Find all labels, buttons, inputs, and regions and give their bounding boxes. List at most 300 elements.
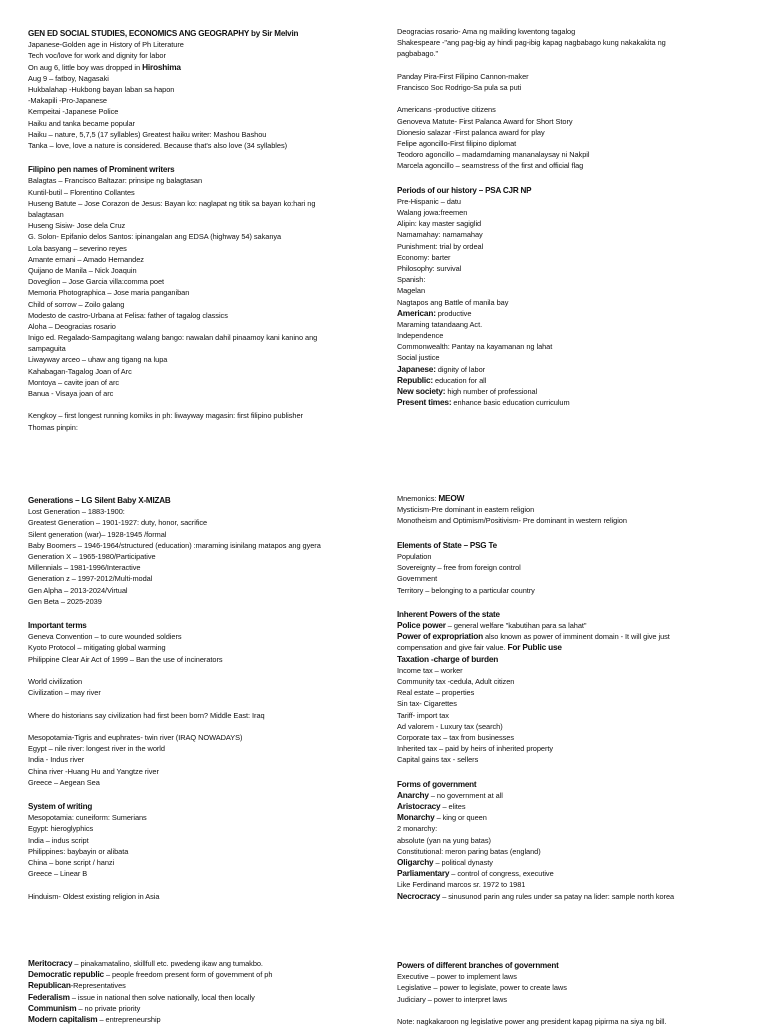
- text-line: [28, 1003, 378, 1014]
- text-line: [397, 504, 747, 515]
- text-line: [28, 969, 378, 980]
- bold-term: Police power: [397, 620, 446, 631]
- text-line: [28, 175, 378, 186]
- line-text: Like Ferdinand marcos sr. 1972 to 1981: [397, 880, 526, 890]
- text-line: [397, 297, 747, 308]
- line-text: also known as power of imminent domain - It will give just: [482, 632, 670, 642]
- text-line: [28, 676, 378, 687]
- line-text: Philippines: baybayin or alibata: [28, 846, 129, 856]
- line-text: 2 monarchy:: [397, 824, 438, 834]
- line-text: Kuntil-butil – Florentino Collantes: [28, 187, 135, 197]
- bold-term: MEOW: [438, 493, 465, 503]
- text-line: [397, 835, 747, 846]
- line-text: – sinusunod parin ang rules under sa patay na lider: sample north korea: [440, 891, 675, 901]
- line-text: Banua - Visaya joan of arc: [28, 389, 114, 398]
- text-line: [28, 823, 378, 834]
- line-text: balagtasan: [28, 210, 64, 219]
- line-text: -Makapili -Pro-Japanese: [28, 96, 107, 106]
- spacer: [28, 399, 378, 410]
- line-text: Commonwealth: Pantay na kayamanan ng lahat: [397, 342, 553, 352]
- text-line: [28, 106, 378, 117]
- section-heading: Important terms: [28, 621, 87, 631]
- text-line: [397, 732, 747, 743]
- text-line: [397, 573, 747, 584]
- bold-term: Modern capitalism: [28, 1013, 98, 1024]
- right-column: [397, 493, 747, 902]
- line-text: – elites: [440, 802, 466, 812]
- line-text: Walang jowa:freemen: [397, 208, 468, 217]
- spacer: [28, 665, 378, 676]
- line-text: Thomas pinpin:: [28, 422, 78, 432]
- section-heading: Periods of our history – PSA CJR NP: [397, 185, 532, 195]
- line-text: pagbabago.": [397, 49, 439, 59]
- line-text: Independence: [397, 331, 444, 341]
- line-text: Nagtapos ang Battle of manila bay: [397, 297, 509, 307]
- text-line: [28, 812, 378, 823]
- text-line: [397, 493, 747, 504]
- bold-term: Monarchy: [397, 812, 435, 823]
- spacer: [28, 788, 378, 799]
- text-line: [28, 254, 378, 265]
- line-text: dignity of labor: [435, 364, 486, 374]
- text-line: [28, 766, 378, 777]
- line-text: Dionesio salazar -First palanca award for play: [397, 127, 545, 137]
- text-line: [397, 631, 747, 642]
- text-line: [28, 540, 378, 551]
- line-text: Doveglion – Jose Garcia villa:comma poet: [28, 277, 165, 287]
- text-line: [397, 687, 747, 698]
- text-line: [28, 631, 378, 642]
- bold-term: Anarchy: [397, 789, 429, 800]
- line-text: Deogracias rosario- Ama ng maikling kwentong tagalog: [397, 27, 576, 36]
- spacer: [28, 151, 378, 162]
- line-text: On aug 6, little boy was dropped in: [28, 62, 143, 72]
- text-line: [28, 209, 378, 220]
- text-line: [397, 710, 747, 721]
- line-text: Generation X – 1965-1980/Participative: [28, 551, 156, 561]
- text-line: [397, 743, 747, 754]
- text-line: [28, 710, 378, 721]
- line-text: Egypt – nile river: longest river in the world: [28, 744, 165, 754]
- line-text: Magelan: [397, 286, 426, 296]
- line-text: Amante ernani – Amado Hernandez: [28, 254, 144, 264]
- line-text: Francisco Soc Rodrigo-Sa pula sa puti: [397, 82, 522, 92]
- line-text: Egypt: hieroglyphics: [28, 824, 94, 834]
- spacer: [397, 60, 747, 71]
- line-text: Panday Pira-First Filipino Cannon-maker: [397, 71, 529, 81]
- text-line: [28, 562, 378, 573]
- text-line: [397, 515, 747, 526]
- bold-term: Necrocracy: [397, 890, 441, 901]
- text-line: [397, 352, 747, 363]
- text-line: [397, 846, 747, 857]
- bold-term: Taxation -charge of burden: [397, 653, 499, 664]
- line-text: – no government at all: [428, 790, 503, 800]
- line-text: Mesopotamia-Tigris and euphrates- twin river (IRAQ NOWADAYS): [28, 732, 243, 742]
- line-text: absolute (yan na yung batas): [397, 835, 491, 845]
- text-line: [397, 665, 747, 676]
- line-text: Philosophy: survival: [397, 263, 462, 273]
- line-text: Tanka – love, love a nature is considered. Because that's also love (34 syllables): [28, 140, 288, 150]
- left-column: [28, 493, 378, 902]
- line-text: China – bone script / hanzi: [28, 858, 115, 867]
- text-line: [397, 319, 747, 330]
- line-text: Memoria Photographica – Jose maria panganiban: [28, 288, 190, 298]
- spacer: [397, 171, 747, 182]
- line-text: World civilization: [28, 677, 82, 686]
- line-text: Teodoro agoncillo – madamdaming mananalaysay ni Nakpil: [397, 150, 590, 160]
- text-line: [28, 299, 378, 310]
- text-line: [397, 812, 747, 823]
- text-line: [397, 207, 747, 218]
- bold-term: Power of expropriation: [397, 631, 483, 642]
- text-line: [28, 868, 378, 879]
- spacer: [28, 721, 378, 732]
- text-line: [28, 187, 378, 198]
- line-text: Baby Boomers – 1946-1964/structured (education) :maraming isinilang matapos ang gyera: [28, 540, 321, 550]
- line-text: Where do historians say civilization had first been born? Middle East: Iraq: [28, 710, 265, 720]
- text-line: [397, 879, 747, 890]
- text-line: [397, 375, 747, 386]
- line-text: Economy: barter: [397, 252, 451, 262]
- line-text: Sovereignty – free from foreign control: [397, 563, 521, 573]
- text-line: [397, 1016, 747, 1027]
- text-line: [397, 252, 747, 263]
- line-text: Inigo ed. Regalado-Sampagitang walang bango: nawalan dahil pinaamoy kani kanino ang: [28, 333, 318, 343]
- text-line: [397, 364, 747, 375]
- spacer: [397, 596, 747, 607]
- line-text: Sin tax- Cigarettes: [397, 699, 457, 709]
- text-line: [28, 343, 378, 354]
- left-column: [28, 26, 378, 433]
- line-text: – no private priority: [76, 1003, 141, 1013]
- line-text: compensation and give fair value.: [397, 643, 508, 653]
- section-heading: Elements of State – PSG Te: [397, 540, 497, 550]
- text-line: [28, 287, 378, 298]
- text-line: [28, 958, 378, 969]
- text-line: [28, 980, 378, 991]
- line-text: Gen Alpha – 2013-2024/Virtual: [28, 585, 128, 595]
- text-line: [28, 585, 378, 596]
- bold-term: New society:: [397, 386, 446, 396]
- text-line: [28, 377, 378, 388]
- line-text: Kyoto Protocol – mitigating global warming: [28, 643, 166, 653]
- line-text: enhance basic education curriculum: [451, 398, 570, 408]
- line-text: sampaguita: [28, 344, 66, 354]
- bold-term: Republican: [28, 980, 71, 991]
- line-text: Lost Generation – 1883-1900:: [28, 507, 125, 517]
- line-text: Mesopotamia: cuneiform: Sumerians: [28, 813, 147, 823]
- line-text: Balagtas – Francisco Baltazar: prinsipe ng balagtasan: [28, 176, 203, 186]
- text-line: [28, 118, 378, 129]
- spacer: [397, 1005, 747, 1016]
- text-line: [28, 846, 378, 857]
- text-line: [397, 551, 747, 562]
- text-line: [397, 116, 747, 127]
- line-text: Greatest Generation – 1901-1927: duty, honor, sacrifice: [28, 518, 208, 528]
- line-text: Capital gains tax - sellers: [397, 755, 479, 765]
- line-text: Aloha – Deogracias rosario: [28, 321, 116, 331]
- line-text: Kahabagan-Tagalog Joan of Arc: [28, 366, 132, 376]
- text-line: [28, 551, 378, 562]
- line-text: Geneva Convention – to cure wounded soldiers: [28, 632, 182, 642]
- line-text: Haiku and tanka became popular: [28, 118, 135, 128]
- line-text: China river -Huang Hu and Yangtze river: [28, 766, 159, 776]
- text-line: [28, 84, 378, 95]
- line-text: Liwayway arceo – uhaw ang tigang na lupa: [28, 355, 168, 365]
- line-text: -Representatives: [70, 981, 126, 991]
- line-text: high number of professional: [445, 387, 538, 396]
- bold-term: Communism: [28, 1002, 77, 1013]
- line-text: Note: nagkakaroon ng legislative power ang president kapag pipirma na siya ng bill.: [397, 1016, 667, 1026]
- text-line: [397, 698, 747, 709]
- text-line: [397, 642, 747, 653]
- bold-term: Hiroshima: [142, 61, 181, 72]
- line-text: Kempeitai -Japanese Police: [28, 107, 119, 117]
- text-line: [28, 573, 378, 584]
- right-column: [397, 26, 747, 408]
- line-text: Executive – power to implement laws: [397, 972, 517, 982]
- text-line: [28, 1014, 378, 1025]
- text-line: [397, 149, 747, 160]
- text-line: [28, 73, 378, 84]
- line-text: Genoveva Matute- First Palanca Award for Short Story: [397, 116, 573, 126]
- text-line: [397, 330, 747, 341]
- text-line: [397, 857, 747, 868]
- text-line: [397, 37, 747, 48]
- line-text: Quijano de Manila – Nick Joaquin: [28, 265, 137, 275]
- line-text: Judiciary – power to interpret laws: [397, 994, 507, 1004]
- text-line: [28, 596, 378, 607]
- text-line: [28, 62, 378, 73]
- line-text: Income tax – worker: [397, 665, 463, 675]
- text-line: [28, 276, 378, 287]
- text-line: [28, 231, 378, 242]
- text-line: [397, 801, 747, 812]
- text-line: [28, 39, 378, 50]
- text-line: [397, 341, 747, 352]
- text-line: [397, 160, 747, 171]
- line-text: Marcela agoncillo – seamstress of the first and official flag: [397, 161, 584, 171]
- text-line: [397, 138, 747, 149]
- text-line: [397, 676, 747, 687]
- text-line: [28, 388, 378, 399]
- line-text: G. Solon- Epifanio delos Santos: ipinangalan ang EDSA (highway 54) sakanya: [28, 232, 282, 242]
- text-line: [397, 26, 747, 37]
- line-text: Japanese-Golden age in History of Ph Literature: [28, 40, 184, 50]
- text-line: [397, 982, 747, 993]
- line-text: Child of sorrow – Zoilo galang: [28, 299, 125, 309]
- line-text: India – indus script: [28, 835, 89, 845]
- text-line: [397, 721, 747, 732]
- text-line: [28, 140, 378, 151]
- bold-term: Democratic republic: [28, 969, 104, 980]
- text-line: [28, 835, 378, 846]
- line-text: Ad valorem - Luxury tax (search): [397, 721, 503, 731]
- text-line: [397, 104, 747, 115]
- line-text: Population: [397, 551, 432, 561]
- text-line: [397, 71, 747, 82]
- spacer: [397, 93, 747, 104]
- line-text: Mysticism-Pre dominant in eastern religion: [397, 505, 535, 515]
- line-text: Kengkoy – first longest running komiks in ph: liwayway magasin: first filipino publisher: [28, 411, 303, 421]
- line-text: Spanish:: [397, 275, 426, 285]
- line-text: Greece – Aegean Sea: [28, 777, 100, 787]
- line-text: Montoya – cavite joan of arc: [28, 377, 120, 387]
- section-heading: Generations – LG Silent Baby X-MIZAB: [28, 496, 171, 505]
- line-text: Gen Beta – 2025-2039: [28, 596, 102, 606]
- text-line: [28, 506, 378, 517]
- line-text: Tech voc/love for work and dignity for labor: [28, 51, 166, 61]
- line-text: Lola basyang – severino reyes: [28, 243, 127, 253]
- text-line: [28, 243, 378, 254]
- line-text: Government: [397, 574, 438, 584]
- line-text: Community tax -cedula, Adult citizen: [397, 677, 515, 686]
- line-text: Aug 9 – fatboy, Nagasaki: [28, 73, 109, 83]
- text-line: [28, 529, 378, 540]
- section-heading: Inherent Powers of the state: [397, 609, 500, 619]
- line-text: Huseng Sisiw- Jose dela Cruz: [28, 221, 126, 231]
- line-text: Philippine Clear Air Act of 1999 – Ban the use of incinerators: [28, 654, 223, 664]
- line-text: Constitutional: meron paring batas (england): [397, 846, 541, 856]
- line-text: Silent generation (war)– 1928-1945 /formal: [28, 529, 167, 539]
- line-text: Mnemonics:: [397, 494, 439, 503]
- line-text: Corporate tax – tax from businesses: [397, 732, 514, 742]
- text-line: [28, 777, 378, 788]
- text-line: [397, 620, 747, 631]
- line-text: Maraming tatandaang Act.: [397, 319, 483, 329]
- bold-term: Japanese:: [397, 363, 436, 374]
- section-heading: Forms of government: [397, 779, 477, 789]
- text-line: [397, 218, 747, 229]
- text-line: [28, 857, 378, 868]
- spacer: [28, 607, 378, 618]
- line-text: Greece – Linear B: [28, 869, 88, 879]
- section-heading: Powers of different branches of government: [397, 961, 559, 970]
- text-line: [397, 196, 747, 207]
- text-line: [397, 82, 747, 93]
- text-line: [28, 422, 378, 433]
- line-text: – pinakamatalino, skillfull etc. pwedeng ikaw ang tumakbo.: [72, 959, 263, 968]
- line-text: Namamahay: namamahay: [397, 230, 483, 240]
- line-text: – king or queen: [434, 813, 487, 823]
- bold-term: Parliamentary: [397, 868, 450, 879]
- section-heading: GEN ED SOCIAL STUDIES, ECONOMICS ANG GEOGRAPHY by Sir Melvin: [28, 29, 299, 38]
- text-line: [397, 654, 747, 665]
- text-line: [28, 743, 378, 754]
- text-line: [28, 410, 378, 421]
- line-text: Civilization – may river: [28, 688, 101, 698]
- line-text: Hukbalahap -Hukbong bayan laban sa hapon: [28, 84, 175, 94]
- right-column: [397, 958, 747, 1027]
- line-text: – entrepreneurship: [97, 1014, 161, 1024]
- line-text: Millennials – 1981-1996/Interactive: [28, 563, 141, 573]
- line-text: – control of congress, executive: [449, 869, 554, 879]
- text-line: [397, 241, 747, 252]
- line-text: Pre-Hispanic – datu: [397, 196, 461, 206]
- line-text: Huseng Batute – Jose Corazon de Jesus: Bayan ko: naglapat ng titik sa bayan ko:hari ng: [28, 198, 316, 208]
- text-line: [397, 562, 747, 573]
- text-line: [28, 687, 378, 698]
- bold-term: Meritocracy: [28, 958, 73, 968]
- line-text: Territory – belonging to a particular country: [397, 585, 535, 595]
- text-line: [28, 891, 378, 902]
- line-text: Americans -productive citizens: [397, 105, 496, 115]
- text-line: [28, 198, 378, 209]
- spacer: [28, 879, 378, 890]
- text-line: [28, 50, 378, 61]
- line-text: Haiku – nature, 5,7,5 (17 syllables) Greatest haiku writer: Mashou Bashou: [28, 129, 267, 139]
- line-text: – political dynasty: [433, 858, 493, 867]
- line-text: – issue in national then solve nationally, local then locally: [69, 992, 255, 1002]
- spacer: [397, 766, 747, 777]
- line-text: Shakespeare -"ang pag-big ay hindi pag-ibig kapag nagbabago kung nakakakita ng: [397, 38, 666, 48]
- text-line: [397, 868, 747, 879]
- line-text: Modesto de castro-Urbana at Felisa: father of tagalog classics: [28, 310, 228, 320]
- text-line: [28, 265, 378, 276]
- line-text: Tariff- import tax: [397, 710, 449, 720]
- bold-term: Present times:: [397, 397, 452, 408]
- text-line: [28, 654, 378, 665]
- text-line: [397, 308, 747, 319]
- section-heading: System of writing: [28, 802, 93, 812]
- text-line: [28, 354, 378, 365]
- text-line: [28, 754, 378, 765]
- text-line: [28, 310, 378, 321]
- line-text: Generation z – 1997-2012/Multi-modal: [28, 574, 153, 584]
- bold-term: For Public use: [507, 642, 562, 653]
- line-text: Monotheism and Optimism/Positivism- Pre dominant in western religion: [397, 516, 627, 526]
- spacer: [397, 527, 747, 538]
- text-line: [397, 285, 747, 296]
- spacer: [28, 698, 378, 709]
- text-line: [397, 790, 747, 801]
- text-line: [397, 585, 747, 596]
- line-text: Legislative – power to legislate, power to create laws: [397, 983, 567, 993]
- line-text: Felipe agoncillo-First filipino diplomat: [397, 138, 517, 148]
- text-line: [28, 642, 378, 653]
- bold-term: American:: [397, 307, 436, 318]
- line-text: education for all: [433, 375, 487, 385]
- text-line: [28, 321, 378, 332]
- bold-term: Federalism: [28, 991, 70, 1002]
- text-line: [397, 127, 747, 138]
- text-line: [397, 971, 747, 982]
- line-text: India - Indus river: [28, 755, 85, 765]
- bold-term: Republic:: [397, 374, 433, 385]
- line-text: Alipin: kay master sagiglid: [397, 219, 482, 229]
- bold-term: Aristocracy: [397, 801, 441, 812]
- text-line: [28, 129, 378, 140]
- text-line: [397, 386, 747, 397]
- section-heading: Filipino pen names of Prominent writers: [28, 165, 175, 175]
- text-line: [397, 823, 747, 834]
- line-text: – general welfare "kabutihan para sa lahat": [445, 621, 587, 631]
- line-text: Inherited tax – paid by heirs of inherited property: [397, 744, 554, 754]
- text-line: [28, 732, 378, 743]
- text-line: [397, 48, 747, 59]
- line-text: Punishment: trial by ordeal: [397, 241, 484, 251]
- text-line: [397, 274, 747, 285]
- text-line: [397, 397, 747, 408]
- line-text: Social justice: [397, 353, 440, 363]
- text-line: [28, 220, 378, 231]
- text-line: [397, 891, 747, 902]
- text-line: [28, 332, 378, 343]
- line-text: Real estate – properties: [397, 688, 475, 698]
- text-line: [397, 754, 747, 765]
- text-line: [28, 992, 378, 1003]
